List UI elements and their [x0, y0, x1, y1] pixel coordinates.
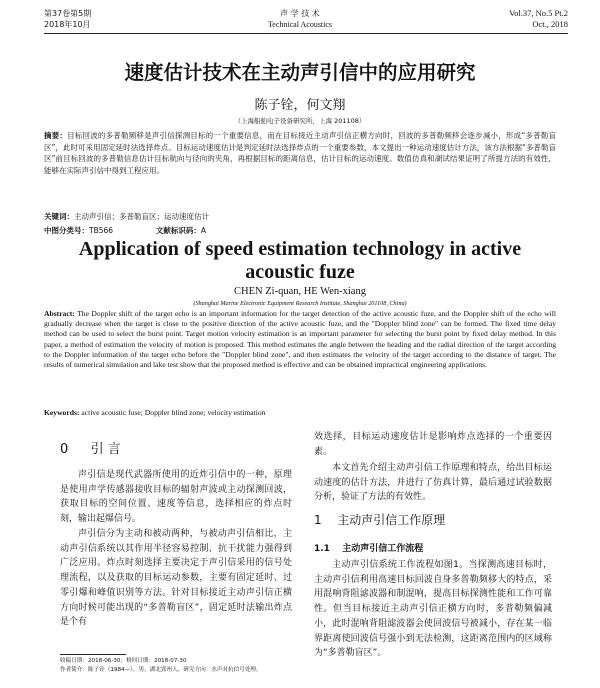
- section0-para1: 声引信是现代武器所使用的近炸引信中的一种，原理是使用声学传感器接收目标的辐射声波或主动探测回波，获取目标的空间位置、速度等信息，选择相应的炸点时刻，输出起爆信号。: [60, 470, 292, 525]
- cn-doc-code-value: A: [200, 226, 206, 235]
- cn-keywords: [44, 211, 209, 222]
- en-title-line2: acoustic fuze: [245, 261, 355, 283]
- footnote-received: 收稿日期：2018-06-30；修回日期：2018-07-30: [60, 658, 187, 664]
- cn-affiliation: （上海船舶电子设备研究所，上海 201108）: [234, 117, 366, 125]
- header-volume-en-line2: Oct., 2018: [532, 19, 568, 29]
- section0-title: 引 言: [90, 442, 121, 457]
- section0-para2: 声引信分为主动和被动两种，与被动声引信相比，主动声引信系统以其作用半径容易控制、抗干扰能力强得到广泛应用。炸点时刻选择主要决定于声引信采用的信号处理流程，以及获取的目标运动参数，主要有固定延时、过零引爆和峰值识别等方法。针对目标接近主动声引信正横方向时候可能出现的“多普勒盲区”，固定延时法输出炸点是个有: [60, 529, 292, 628]
- en-keywords-text: active acoustic fuse; Doppler blind zone; velocity estimation: [81, 408, 266, 417]
- footnote-author-bio: 作者简介：陈子铨（1984—），男，湖北郢州人，研究方向：水声对抗信号处理。: [60, 667, 262, 673]
- cn-classification: [44, 225, 206, 236]
- subsection-1-1-number: 1.1: [314, 544, 330, 554]
- en-title-line1: Application of speed estimation technology in active: [78, 238, 522, 260]
- header-volume-en: [509, 8, 568, 30]
- header-date: 2018年10月: [44, 20, 91, 29]
- subsection-1-1-title: 主动声引信工作流程: [342, 544, 424, 554]
- header-journal-cn: 声 学 技 术: [280, 9, 320, 18]
- header-rule: [44, 33, 568, 34]
- cn-abstract-text: 目标回波的多普勒频移是声引信探测目标的一个重要信息，而在目标接近主动声引信正横方向时，回波的多普勒频移会逐步减小，形成“多普勒盲区”，此时可采用固定延时法选择炸点。目标运动速度估计是判定延时法选择炸点的一个重要参数，本文提出一种运动速度估计方法，该方法根据“多普勒盲区”前目标回波的多普勒信息估计目标航向与径向的夹角，再根据目标的距离信息，估计目标的运动速度。数值仿真和湖试结果证明了所提方法的有效性，能够在实际声引信中得到工程应用。: [44, 131, 557, 175]
- en-keywords: [44, 408, 265, 418]
- en-abstract: [44, 309, 556, 370]
- section1-title: 主动声引信工作原理: [337, 513, 446, 527]
- section1-number: 1: [314, 513, 322, 527]
- en-title: [0, 238, 600, 284]
- en-affiliation: (Shanghai Marine Electronic Equipment Research Institute, Shanghai 201108, China): [193, 300, 407, 307]
- header-volume-en-line1: Vol.37, No.5 Pt.2: [509, 8, 568, 18]
- cn-authors: 陈子铨，何文翔: [254, 98, 346, 113]
- subsection-1-1-heading: [314, 543, 423, 555]
- cn-abstract-label: 摘要：: [44, 131, 68, 140]
- cn-clc-value: TB566: [89, 226, 114, 235]
- section1-heading: [314, 513, 445, 528]
- en-authors: CHEN Zi-quan, HE Wen-xiang: [234, 286, 366, 297]
- right-para2: 本文首先介绍主动声引信工作原理和特点，给出目标运动速度的估计方法，并进行了仿真计算，最后通过试验数据分析，验证了方法的有效性。: [314, 463, 552, 503]
- cn-keywords-label: 关键词：: [44, 212, 74, 221]
- cn-clc-label: 中图分类号：: [44, 226, 89, 235]
- section0-heading: [60, 442, 121, 458]
- header-volume-issue: 第37卷第5期: [44, 9, 92, 18]
- en-abstract-text: The Doppler shift of the target echo is an important information for the target detection of the active acoustic fuze, and the Doppler shift of the echo will gradually decrease when the target is close to the positive direction of the active acoustic fuze, and the "Doppler blind zone" can be formed. The fixed time delay method can be used to select the burst point. Target motion velocity estimation is an important parameter for selecting the burst point by fixed delay method. In this paper, a method of estimation the velocity of motion is proposed. This method estimates the angle between the heading and the radial direction of the target according to the Doppler information of the target echo before the "Doppler blind zone", and then estimates the velocity of the target according to the distance of target. The results of numerical simulation and lake test show that the proposed method is effective and can be obtained impractical engineering applications.: [44, 309, 556, 370]
- en-keywords-label: Keywords:: [44, 408, 80, 417]
- footnote-rule: [60, 654, 126, 655]
- cn-keywords-text: 主动声引信；多普勒盲区；运动速度估计: [74, 212, 209, 221]
- footnote: [60, 657, 298, 675]
- section1-para1: 主动声引信系统工作流程如图1。当探测高速目标时，主动声引信利用高速目标回波自身多普勒频移大的特点，采用混响背阻滤波器和制混响，提高目标探测性能和工作可靠性。但当目标接近主动声引信正横方向时，多普勒频偏减小，此时混响背阻滤波器会使回波信号被减小，存在某一临界距离使回波信号强小到无法检测，这距离范围内的区域称为“多普勒盲区”。: [314, 560, 552, 659]
- en-abstract-label: Abstract:: [44, 309, 75, 318]
- section0-number: 0: [60, 442, 69, 457]
- cn-abstract: [44, 130, 556, 176]
- cn-title: 速度估计技术在主动声引信中的应用研究: [124, 61, 476, 84]
- right-para1: 效选择，目标运动速度估计是影响炸点选择的一个重要因素。: [314, 432, 552, 457]
- cn-doc-code-label: 文献标识码：: [155, 226, 201, 235]
- header-journal-en: Technical Acoustics: [267, 20, 333, 29]
